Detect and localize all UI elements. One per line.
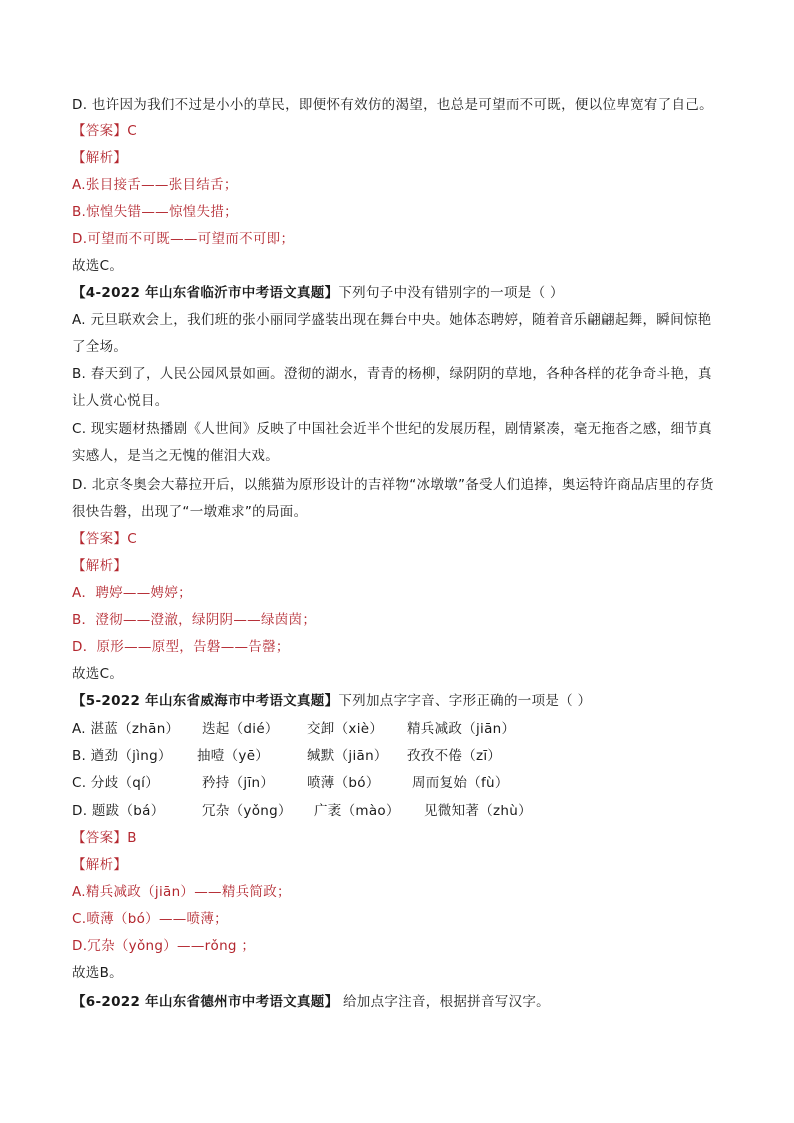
q5-option-a-2: 迭起（dié） — [202, 721, 279, 737]
q5-conclusion: 故选B。 — [72, 965, 123, 981]
q5-option-a-4: 精兵减政（jiān） — [407, 721, 516, 737]
q3-analysis-b: B.惊惶失错——惊惶失措； — [72, 204, 238, 220]
q4-option-b-line2: 让人赏心悦目。 — [72, 393, 169, 409]
q4-analysis-label: 【解析】 — [72, 558, 128, 574]
q5-option-d-3: 广袤（mào） — [314, 803, 400, 819]
q5-option-c — [72, 773, 509, 793]
q4-option-c-line1: C. 现实题材热播剧《人世间》反映了中国社会近半个世纪的发展历程，剧情紧凑，毫无拖沓之感，细节真 — [72, 421, 712, 437]
q4-analysis-d: D．原形——原型，告磐——告罄； — [72, 639, 290, 655]
q3-answer: 【答案】C — [72, 123, 137, 139]
q5-analysis-a: A.精兵减政（jiān）——精兵简政； — [72, 884, 291, 900]
q5-option-c-3: 喷薄（bó） — [307, 775, 380, 791]
q6-source: 【6-2022 年山东省德州市中考语文真题】 — [72, 994, 339, 1010]
q4-option-a-line2: 了全场。 — [72, 339, 128, 355]
q4-answer: 【答案】C — [72, 531, 137, 547]
q5-option-b-4: 孜孜不倦（zī） — [407, 748, 502, 764]
q4-analysis-a: A．聘婷——娉婷； — [72, 585, 192, 601]
q3-analysis-d: D.可望而不可既——可望而不可即； — [72, 231, 295, 247]
q5-option-b-1: B. 遒劲（jìng） — [72, 748, 172, 764]
q6-stem: 给加点字注音，根据拼音写汉字。 — [338, 994, 550, 1010]
q3-conclusion: 故选C。 — [72, 258, 124, 274]
q5-stem: 下列加点字字音、字形正确的一项是（ ） — [338, 693, 592, 709]
q5-option-d-2: 冗杂（yǒng） — [202, 803, 292, 819]
q3-analysis-label: 【解析】 — [72, 150, 128, 166]
q5-option-d-4: 见微知著（zhù） — [424, 803, 532, 819]
q5-option-b — [72, 746, 501, 766]
q5-option-c-2: 矜持（jīn） — [202, 775, 275, 791]
q5-option-d — [72, 801, 532, 821]
q5-option-c-4: 周而复始（fù） — [412, 775, 509, 791]
q3-option-d: D. 也许因为我们不过是小小的草民，即便怀有效仿的渴望，也总是可望而不可既，便以位卑宽宥了自己。 — [72, 97, 713, 113]
q4-header — [72, 283, 564, 303]
q5-analysis-c: C.喷薄（bó）——喷薄； — [72, 911, 228, 927]
q5-analysis-d: D.冗杂（yǒng）——rǒng ； — [72, 938, 256, 954]
q4-stem: 下列句子中没有错别字的一项是（ ） — [338, 285, 564, 301]
q4-analysis-b: B．澄彻——澄澈，绿阴阴——绿茵茵； — [72, 612, 317, 628]
q3-analysis-a: A.张目接舌——张目结舌； — [72, 177, 238, 193]
q4-option-a-line1: A. 元旦联欢会上，我们班的张小丽同学盛装出现在舞台中央。她体态聘婷，随着音乐翩翩起舞，瞬间惊艳 — [72, 312, 712, 328]
q4-conclusion: 故选C。 — [72, 666, 124, 682]
q5-option-c-1: C. 分歧（qí） — [72, 775, 160, 791]
q4-option-b-line1: B. 春天到了，人民公园风景如画。澄彻的湖水，青青的杨柳，绿阴阴的草地，各种各样的花争奇斗艳，真 — [72, 366, 712, 382]
q5-option-b-3: 缄默（jiān） — [307, 748, 388, 764]
q4-source: 【4-2022 年山东省临沂市中考语文真题】 — [72, 285, 339, 301]
q5-analysis-label: 【解析】 — [72, 857, 128, 873]
q5-option-d-1: D. 题跋（bá） — [72, 803, 165, 819]
q5-option-a-3: 交卸（xiè） — [307, 721, 384, 737]
q4-option-d-line1: D. 北京冬奥会大幕拉开后，以熊猫为原形设计的吉祥物“冰墩墩”备受人们追捧，奥运特许商品店里的存货 — [72, 477, 714, 493]
q4-option-d-line2: 很快告磐，出现了“一墩难求”的局面。 — [72, 504, 308, 520]
q6-header — [72, 992, 550, 1012]
q5-source: 【5-2022 年山东省威海市中考语文真题】 — [72, 693, 339, 709]
q5-option-a-1: A. 湛蓝（zhān） — [72, 721, 180, 737]
q5-option-a — [72, 719, 515, 739]
q5-option-b-2: 抽噎（yē） — [197, 748, 270, 764]
q5-header — [72, 691, 591, 711]
q4-option-c-line2: 实感人，是当之无愧的催泪大戏。 — [72, 448, 279, 464]
q5-answer: 【答案】B — [72, 830, 137, 846]
